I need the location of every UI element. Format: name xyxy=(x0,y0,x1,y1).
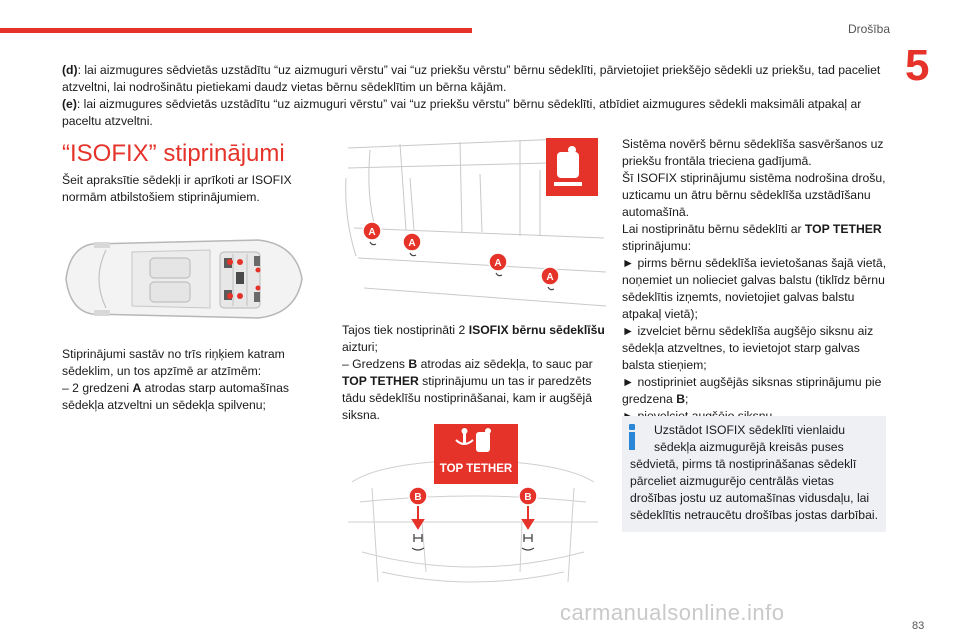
ring-b-paragraph xyxy=(342,356,612,424)
instructions-line-1: Sistēma novērš bērnu sēdeklīša sasvēršanos uz priekšu frontāla trieciena gadījumā. xyxy=(622,137,884,168)
step-3-pre: nostipriniet augšējās siksnas stiprinājumu pie gredzena xyxy=(622,375,882,406)
ring-b-key2: TOP TETHER xyxy=(342,374,419,388)
page-number: 83 xyxy=(912,620,925,632)
section-title: Drošība xyxy=(847,22,890,36)
instructions-line-3 xyxy=(622,221,892,255)
ring-a-label-3: A xyxy=(494,258,502,269)
info-note-text-1: Uzstādot ISOFIX sēdeklīti vienlaidu sēdekļa aizmugurējā kreisās puses xyxy=(654,423,846,454)
top-tether-instructions xyxy=(622,136,892,425)
ring-b-label-2: B xyxy=(524,492,532,503)
info-note xyxy=(622,416,886,532)
isofix-intro-text: Šeit apraksītie sēdekļi ir aprīkoti ar ISOFIX normām atbilstošiem stiprinājumiem. xyxy=(62,173,292,204)
isofix-intro xyxy=(62,172,302,206)
ring-b-post: stiprinājumu un tas ir paredzēts tādu sēdeklīšu nostiprināšanai, kam ir augšējā siksna. xyxy=(342,374,592,422)
top-tether-caption: TOP TETHER xyxy=(439,463,513,475)
instructions-line-3-pre: Lai nostiprinātu bērnu sēdeklīti ar xyxy=(622,222,805,236)
step-2-text: izvelciet bērnu sēdeklīša augšējo siksnu aiz sēdekļa atzveltnes, to ievietojot starp galvas balsta stieņiem; xyxy=(622,324,874,372)
ring-a-key: A xyxy=(132,381,142,395)
ring-a-label-4: A xyxy=(546,272,554,283)
step-3-post: ; xyxy=(685,392,689,406)
instructions-line-3-post: stiprinājumu: xyxy=(622,239,692,253)
top-tether-illustration xyxy=(342,422,604,592)
instructions-line-2: Šī ISOFIX stiprinājumu sistēma nodrošina drošu, uzticamu un ātru bērnu sēdeklīša uzstādīšanu automašīnā. xyxy=(622,171,886,219)
ring-a-post: atrodas starp automašīnas sēdekļa atzveltni un sēdekļa spilvenu; xyxy=(62,381,289,412)
page-heading: “ISOFIX” stiprinājumi xyxy=(62,140,285,167)
ring-a-label-2: A xyxy=(408,238,416,249)
step-2 xyxy=(622,323,892,374)
step-arrow-icon: ► xyxy=(622,324,635,338)
anchors-post: aizturi; xyxy=(342,340,378,354)
anchors-pre: Tajos tiek nostiprināti 2 xyxy=(342,323,469,337)
watermark: carmanualsonline.info xyxy=(560,600,785,625)
rings-paragraph: Stiprinājumi sastāv no trīs riņķiem katram sēdeklim, un tos apzīmē ar atzīmēm: xyxy=(62,347,285,378)
anchors-paragraph xyxy=(342,322,612,356)
intro-text-d: : lai aizmugures sēdvietās uzstādītu “uz aizmuguri vērstu” vai “uz priekšu vērstu” bērnu sēdeklīti, pārvietojiet priekšējo sēdekli uz priekšu, tad paceliet atzveltni, lai nodrošinātu pietiekami daudz vietas bērnu sēdeklītim un bērna kājām. xyxy=(62,63,881,94)
rings-description xyxy=(62,346,312,414)
intro-text-e: : lai aizmugures sēdvietās uzstādītu “uz aizmuguri vērstu” vai “uz priekšu vērstu” bērnu sēdeklīti, atbīdiet aizmugures sēdekli maksimāli atpakaļ ar paceltu atzveltni. xyxy=(62,97,862,128)
step-3 xyxy=(622,374,892,408)
step-arrow-icon: ► xyxy=(622,256,635,270)
step-1 xyxy=(622,255,892,323)
intro-key-e: (e) xyxy=(62,97,77,111)
intro-text xyxy=(62,62,882,130)
step-arrow-icon: ► xyxy=(622,375,635,389)
ring-b-pre: – Gredzens xyxy=(342,357,409,371)
step-1-text: pirms bērnu sēdeklīša ievietošanas šajā vietā, noņemiet un nolieciet galvas balstu (tiklīdz bērnu sēdeklītis izņemts, novietojiet galvas balstu atpakaļ vietā); xyxy=(622,256,887,321)
intro-key-d: (d) xyxy=(62,63,78,77)
chapter-number: 5 xyxy=(905,41,930,90)
info-note-text-2: sēdvietā, pirms tā nostiprināšanas sēdeklī pārceliet aizmugurējo centrālās vietas drošības jostu uz automašīnas vidusdaļu, lai sēdeklītis netraucētu drošības jostas darbībai. xyxy=(630,457,878,522)
anchors-key: ISOFIX bērnu sēdeklīšu xyxy=(468,323,605,337)
intro-paragraph-d xyxy=(62,62,882,96)
ring-b-label-1: B xyxy=(414,492,422,503)
isofix-anchors-text xyxy=(342,322,612,424)
rear-seat-isofix-illustration xyxy=(340,138,606,314)
ring-b-key: B xyxy=(408,357,418,371)
ring-b-mid: atrodas aiz sēdekļa, to sauc par xyxy=(417,357,593,371)
ring-a-pre: – 2 gredzeni xyxy=(62,381,133,395)
intro-paragraph-e xyxy=(62,96,882,130)
ring-a-paragraph xyxy=(62,380,312,414)
ring-a-label-1: A xyxy=(368,227,376,238)
top-accent-bar xyxy=(0,28,472,33)
top-tether-pictogram-box xyxy=(434,424,518,484)
info-icon xyxy=(626,424,638,450)
car-top-view-illustration xyxy=(58,222,308,336)
step-3-key: B xyxy=(676,392,686,406)
instructions-line-3-key: TOP TETHER xyxy=(804,222,882,236)
